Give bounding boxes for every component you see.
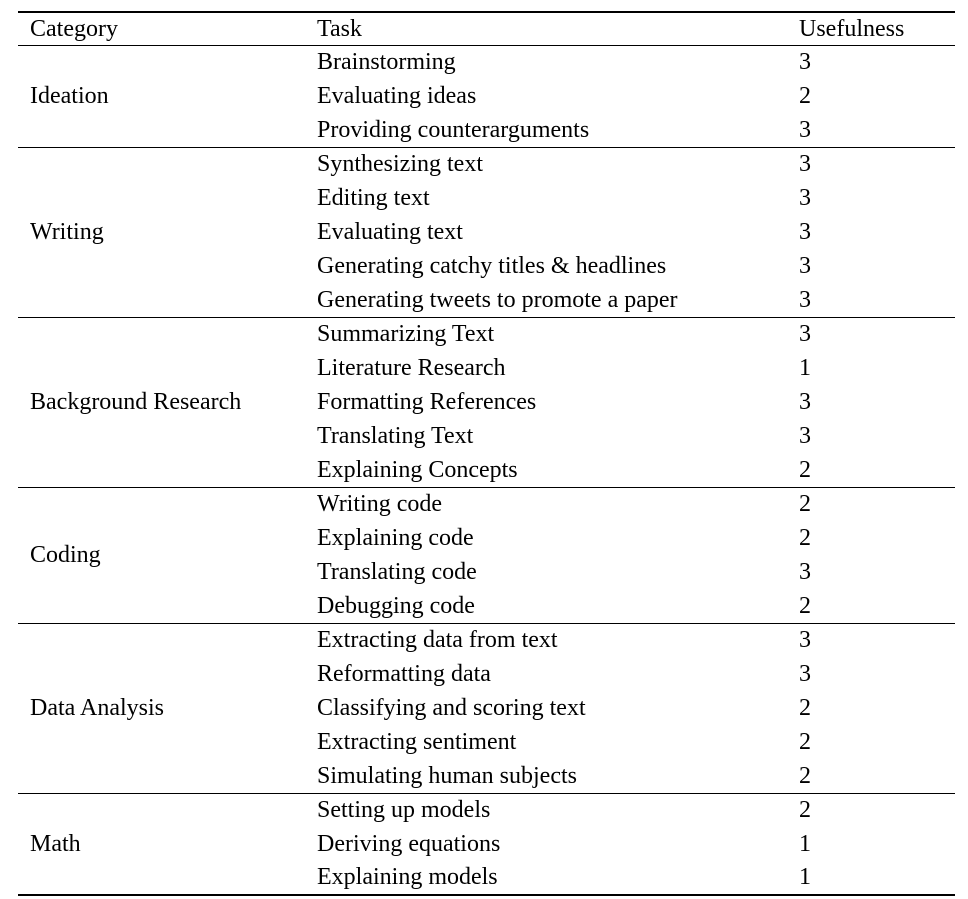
usefulness-cell: 3 bbox=[787, 147, 955, 181]
task-cell: Providing counterarguments bbox=[317, 116, 590, 143]
task-cell: Generating catchy titles & headlines bbox=[317, 252, 667, 279]
usefulness-cell: 1 bbox=[799, 354, 811, 381]
usefulness-cell: 2 bbox=[799, 728, 811, 755]
task-cell: Deriving equations bbox=[317, 830, 501, 857]
usefulness-cell: 2 bbox=[799, 456, 811, 483]
task-cell: Classifying and scoring text bbox=[317, 694, 586, 721]
usefulness-cell: 3 bbox=[799, 218, 811, 245]
task-cell: Synthesizing text bbox=[305, 147, 787, 181]
task-cell: Editing text bbox=[317, 184, 430, 211]
usefulness-cell: 2 bbox=[799, 524, 811, 551]
usefulness-table bbox=[18, 11, 955, 896]
task-cell: Generating tweets to promote a paper bbox=[317, 286, 678, 313]
usefulness-cell: 3 bbox=[787, 45, 955, 79]
table-header bbox=[18, 12, 955, 45]
usefulness-cell: 1 bbox=[799, 830, 811, 857]
task-cell: Brainstorming bbox=[305, 45, 787, 79]
table-body bbox=[18, 45, 955, 895]
task-cell: Evaluating text bbox=[317, 218, 463, 245]
task-cell: Translating code bbox=[317, 558, 477, 585]
table-row bbox=[18, 45, 955, 79]
usefulness-cell: 1 bbox=[799, 864, 811, 891]
task-cell: Translating Text bbox=[317, 422, 474, 449]
task-cell: Debugging code bbox=[317, 592, 475, 619]
usefulness-cell: 2 bbox=[787, 487, 955, 521]
task-cell: Writing code bbox=[305, 487, 787, 521]
usefulness-cell: 3 bbox=[799, 116, 811, 143]
task-cell: Extracting sentiment bbox=[317, 728, 517, 755]
column-header-usefulness: Usefulness bbox=[787, 12, 955, 45]
task-cell: Evaluating ideas bbox=[317, 82, 477, 109]
category-cell: Background Research bbox=[18, 317, 305, 487]
task-cell: Reformatting data bbox=[317, 660, 491, 687]
usefulness-cell: 3 bbox=[799, 286, 811, 313]
column-header-category: Category bbox=[18, 12, 305, 45]
usefulness-cell: 2 bbox=[799, 762, 811, 789]
category-cell: Coding bbox=[18, 487, 305, 623]
table-row bbox=[18, 793, 955, 827]
usefulness-cell: 3 bbox=[799, 558, 811, 585]
task-cell: Explaining code bbox=[317, 524, 474, 551]
usefulness-cell: 2 bbox=[799, 694, 811, 721]
table-row bbox=[18, 487, 955, 521]
task-cell: Simulating human subjects bbox=[317, 762, 577, 789]
table-row bbox=[18, 623, 955, 657]
category-cell: Math bbox=[18, 793, 305, 895]
category-cell: Writing bbox=[18, 147, 305, 317]
usefulness-cell: 3 bbox=[799, 252, 811, 279]
task-cell: Setting up models bbox=[305, 793, 787, 827]
usefulness-cell: 3 bbox=[787, 317, 955, 351]
task-cell: Literature Research bbox=[317, 354, 506, 381]
task-cell: Extracting data from text bbox=[305, 623, 787, 657]
category-cell: Data Analysis bbox=[18, 623, 305, 793]
usefulness-cell: 3 bbox=[787, 623, 955, 657]
usefulness-cell: 3 bbox=[799, 660, 811, 687]
table-row bbox=[18, 317, 955, 351]
task-cell: Formatting References bbox=[317, 388, 537, 415]
usefulness-cell: 2 bbox=[799, 82, 811, 109]
usefulness-cell: 3 bbox=[799, 422, 811, 449]
usefulness-cell: 3 bbox=[799, 388, 811, 415]
task-cell: Explaining Concepts bbox=[317, 456, 518, 483]
usefulness-cell: 2 bbox=[799, 592, 811, 619]
task-cell: Explaining models bbox=[317, 864, 498, 891]
table-row bbox=[18, 147, 955, 181]
header-row bbox=[18, 12, 955, 45]
column-header-task: Task bbox=[305, 12, 787, 45]
usefulness-cell: 2 bbox=[787, 793, 955, 827]
category-cell: Ideation bbox=[18, 45, 305, 147]
usefulness-cell: 3 bbox=[799, 184, 811, 211]
task-cell: Summarizing Text bbox=[305, 317, 787, 351]
